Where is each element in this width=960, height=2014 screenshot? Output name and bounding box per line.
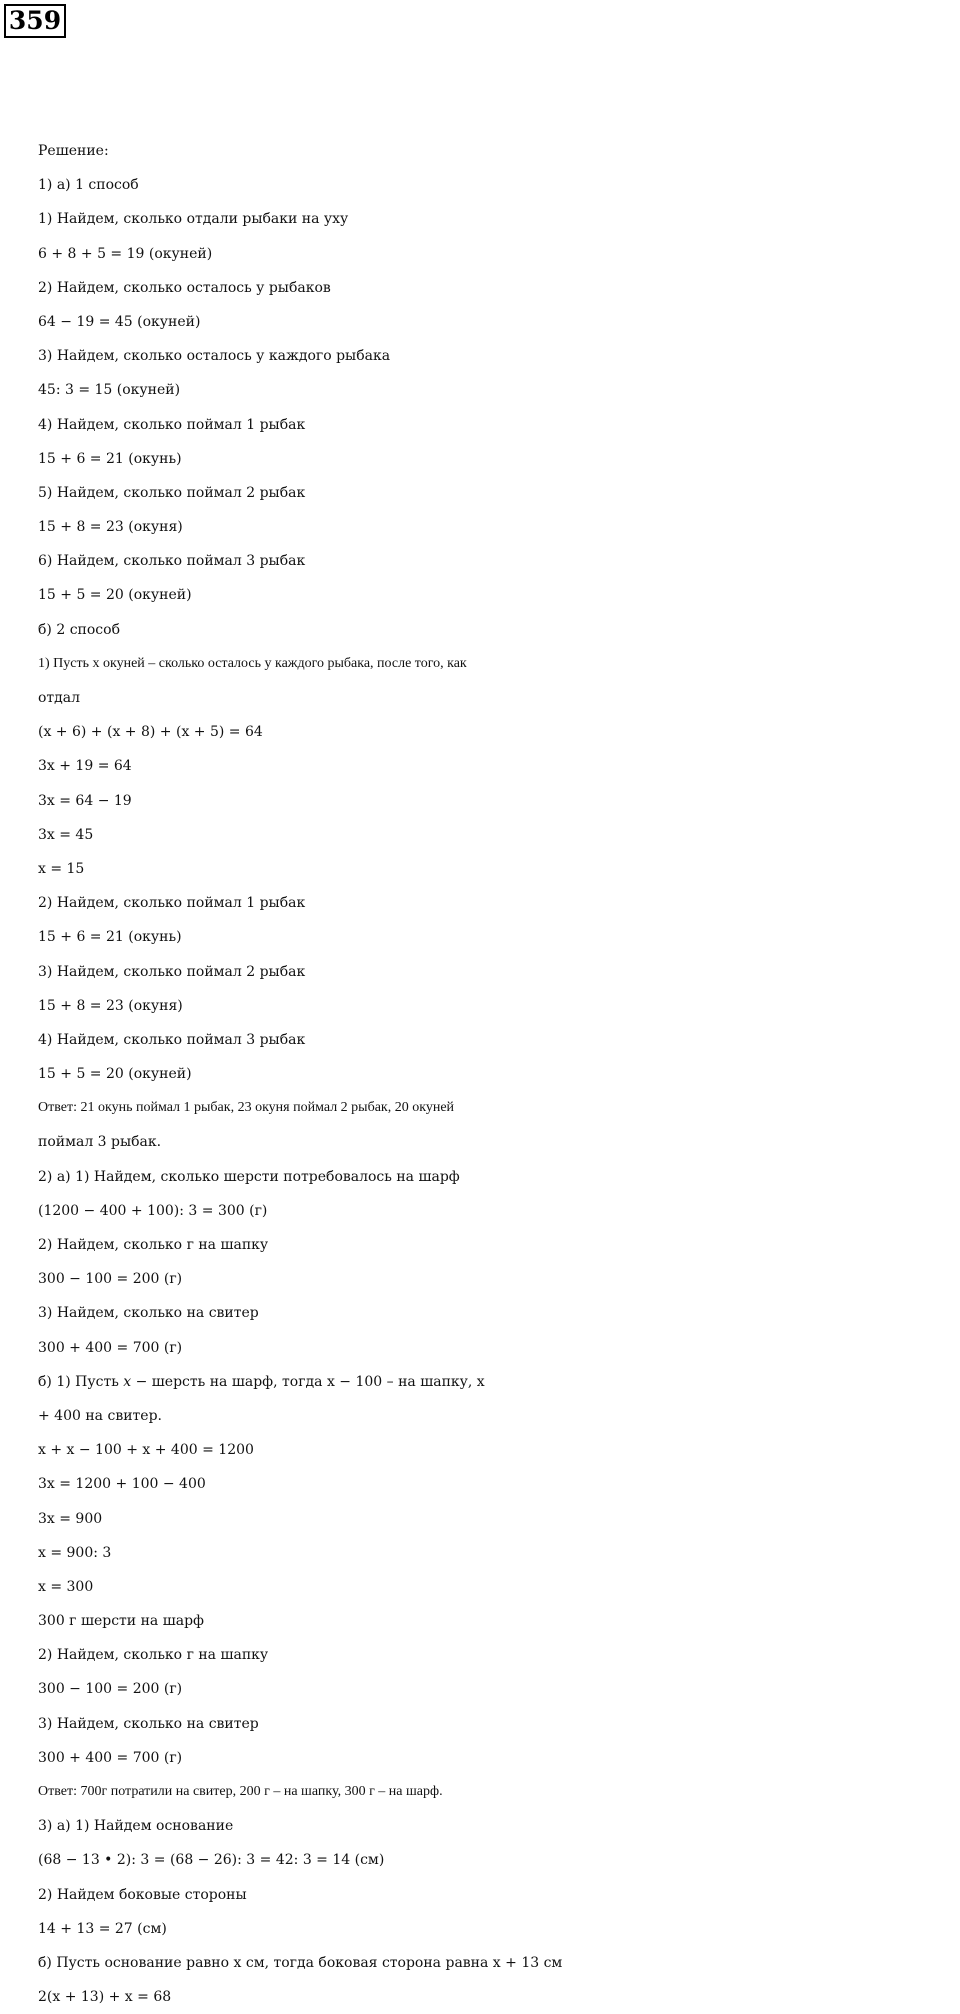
solution-line: 3) Найдем, сколько на свитер [38, 1305, 259, 1322]
solution-line: 15 + 8 = 23 (окуня) [38, 519, 183, 536]
solution-line: 15 + 6 = 21 (окунь) [38, 929, 182, 946]
solution-line: 300 − 100 = 200 (г) [38, 1271, 183, 1288]
solution-line: 3) Найдем, сколько поймал 2 рыбак [38, 963, 306, 980]
solution-line: 45: 3 = 15 (окуней) [38, 382, 181, 399]
solution-line: 3x = 45 [38, 826, 94, 843]
solution-line: (1200 − 400 + 100): 3 = 300 (г) [38, 1202, 268, 1219]
solution-line: Ответ: 700г потратили на свитер, 200 г – на шапку, 300 г – на шарф. [38, 1784, 443, 1799]
solution-line: (68 − 13 • 2): 3 = (68 − 26): 3 = 42: 3 = 14 (см) [38, 1852, 385, 1869]
solution-line: 2(x + 13) + x = 68 [38, 1989, 172, 2006]
solution-line: 14 + 13 = 27 (см) [38, 1920, 167, 1937]
solution-line: б) 2 способ [38, 621, 120, 638]
solution-line: 3x = 1200 + 100 − 400 [38, 1476, 206, 1493]
solution-line: 1) Найдем, сколько отдали рыбаки на уху [38, 211, 349, 228]
solution-line: 3x = 64 − 19 [38, 792, 132, 809]
solution-line: 300 + 400 = 700 (г) [38, 1749, 183, 1766]
solution-text [38, 134, 958, 2014]
solution-line: 5) Найдем, сколько поймал 2 рыбак [38, 484, 306, 501]
problem-number-badge: 359 [4, 4, 66, 38]
solution-line: x + x − 100 + x + 400 = 1200 [38, 1442, 254, 1459]
solution-line: 2) Найдем, сколько г на шапку [38, 1647, 269, 1664]
solution-line: 4) Найдем, сколько поймал 3 рыбак [38, 1031, 306, 1048]
solution-line: + 400 на свитер. [38, 1407, 162, 1424]
solution-line: Решение: [38, 143, 109, 159]
solution-line: 6) Найдем, сколько поймал 3 рыбак [38, 553, 306, 570]
solution-line: поймал 3 рыбак. [38, 1134, 162, 1151]
solution-line: 2) Найдем боковые стороны [38, 1886, 247, 1903]
solution-line: 300 − 100 = 200 (г) [38, 1681, 183, 1698]
solution-line: 3) а) 1) Найдем основание [38, 1818, 234, 1835]
solution-line: x = 15 [38, 860, 85, 877]
solution-line: 15 + 5 = 20 (окуней) [38, 1066, 192, 1083]
solution-line: 300 г шерсти на шарф [38, 1613, 204, 1630]
solution-line: (x + 6) + (x + 8) + (x + 5) = 64 [38, 724, 263, 741]
solution-line: 3) Найдем, сколько на свитер [38, 1715, 259, 1732]
solution-line: 3x + 19 = 64 [38, 758, 132, 775]
solution-line: 3) Найдем, сколько осталось у каждого рыбака [38, 348, 391, 365]
solution-line: 1) а) 1 способ [38, 177, 139, 194]
solution-line: 2) Найдем, сколько г на шапку [38, 1237, 269, 1253]
solution-line: 64 − 19 = 45 (окуней) [38, 313, 201, 330]
solution-line: б) Пусть основание равно x см, тогда боковая сторона равна x + 13 см [38, 1954, 563, 1971]
solution-line: 15 + 8 = 23 (окуня) [38, 997, 183, 1014]
solution-line: отдал [38, 690, 81, 706]
solution-line: б) 1) Пусть 𝑥 − шерсть на шарф, тогда x − 100 – на шапку, x [38, 1373, 485, 1390]
solution-line: x = 300 [38, 1578, 94, 1595]
solution-line: x = 900: 3 [38, 1544, 112, 1561]
solution-line: 1) Пусть х окуней – сколько осталось у каждого рыбака, после того, как [38, 655, 467, 671]
solution-line: Ответ: 21 окунь поймал 1 рыбак, 23 окуня поймал 2 рыбак, 20 окуней [38, 1100, 455, 1116]
solution-line: 15 + 6 = 21 (окунь) [38, 450, 182, 467]
solution-line: 2) а) 1) Найдем, сколько шерсти потребовалось на шарф [38, 1168, 460, 1185]
solution-line: 4) Найдем, сколько поймал 1 рыбак [38, 416, 306, 433]
solution-line: 300 + 400 = 700 (г) [38, 1339, 183, 1356]
solution-line: 15 + 5 = 20 (окуней) [38, 587, 192, 604]
solution-line: 6 + 8 + 5 = 19 (окуней) [38, 245, 213, 262]
solution-line: 2) Найдем, сколько осталось у рыбаков [38, 279, 331, 296]
solution-line: 3x = 900 [38, 1510, 103, 1527]
solution-line: 2) Найдем, сколько поймал 1 рыбак [38, 895, 306, 912]
